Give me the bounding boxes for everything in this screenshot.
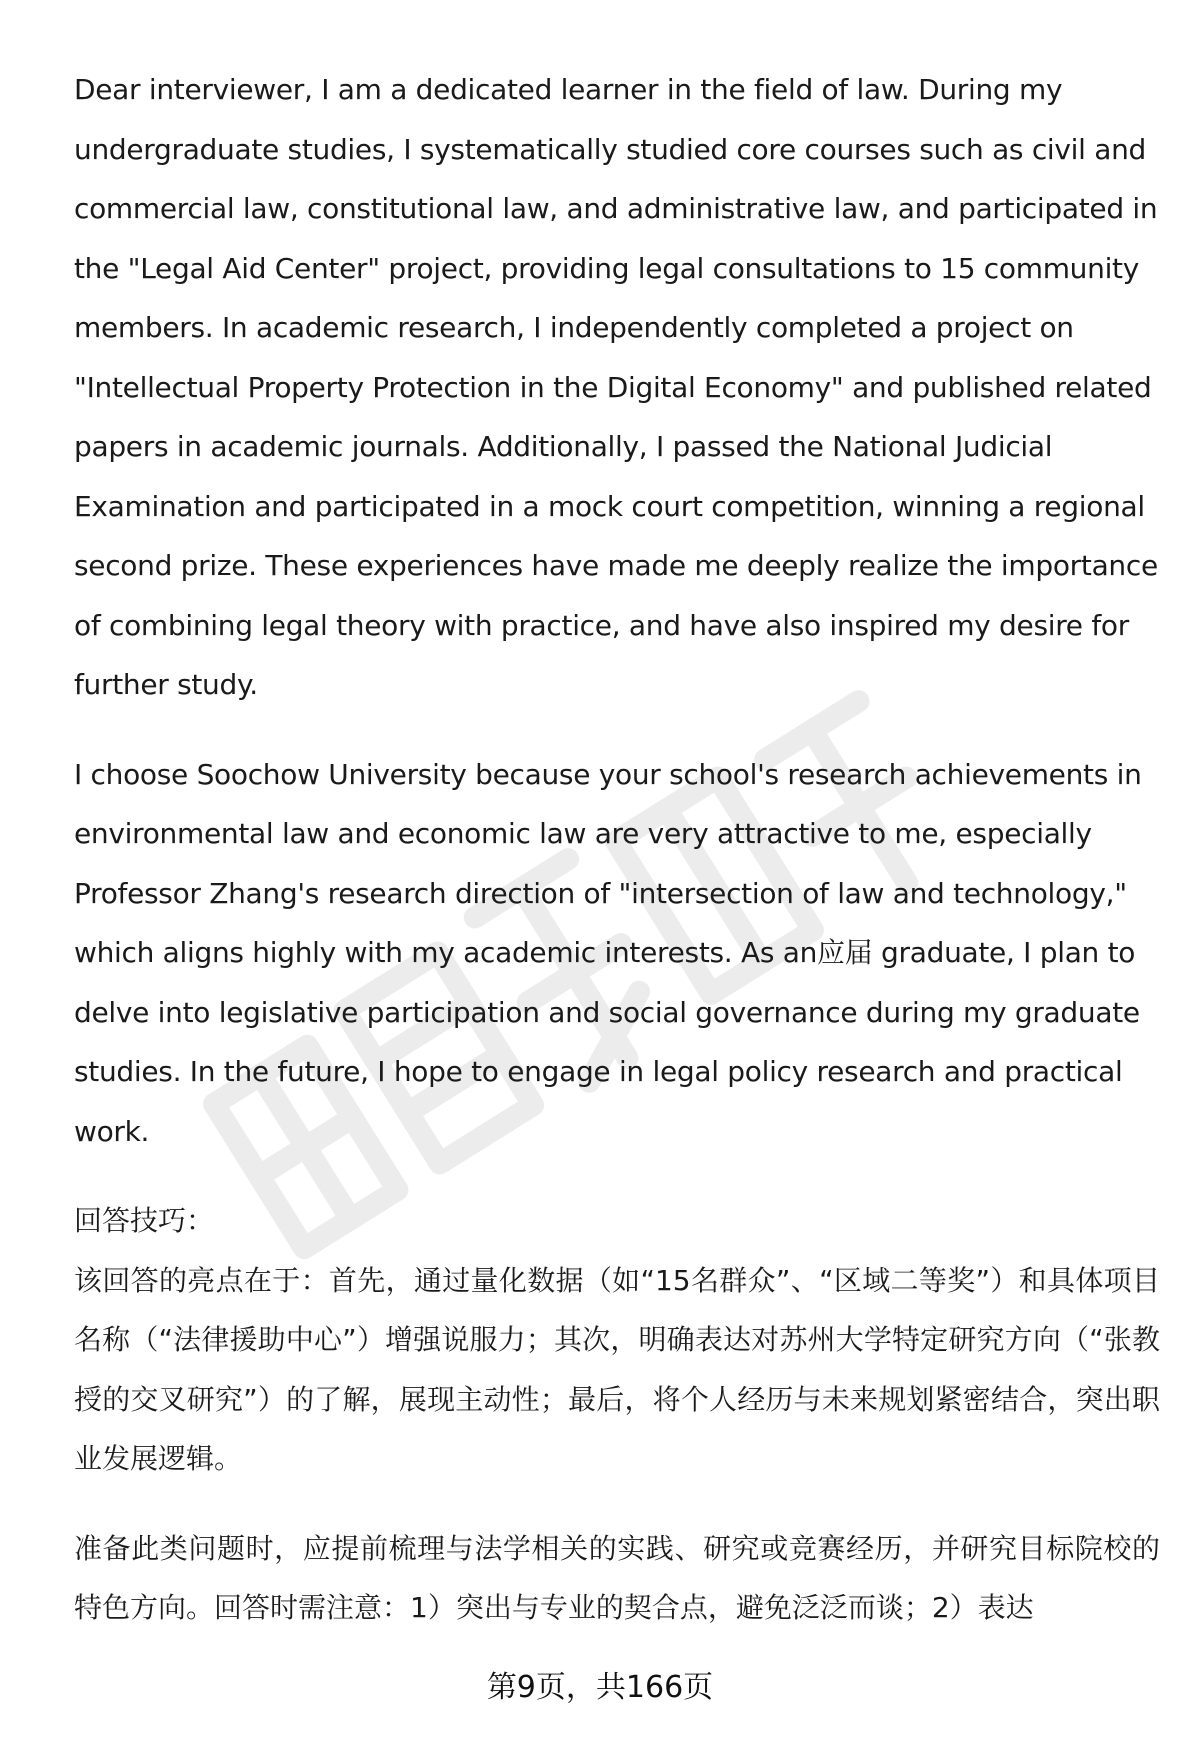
page-content xyxy=(74,60,1160,1638)
tips-preparation: 准备此类问题时，应提前梳理与法学相关的实践、研究或竞赛经历，并研究目标院校的特色方向。回答时需注意：1）突出与专业的契合点，避免泛泛而谈；2）表达 xyxy=(74,1531,1160,1624)
tips-heading: 回答技巧： xyxy=(74,1204,215,1237)
page-number: 第9页，共166页 xyxy=(486,1670,714,1705)
answer-paragraph-2: I choose Soochow University because your school's research achievements in environmental law and economic law are very attractive to me, especially Professor Zhang's research direction of "intersection of law and technology," which aligns highly with my academic interests. As an应届 graduate, I plan to delve into legislative participation and social governance during my graduate studies. In the future, I hope to engage in legal policy research and practical work. xyxy=(74,757,1142,1148)
tips-analysis: 该回答的亮点在于：首先，通过量化数据（如“15名群众”、“区域二等奖”）和具体项目名称（“法律援助中心”）增强说服力；其次，明确表达对苏州大学特定研究方向（“张教授的交叉研究”）的了解，展现主动性；最后，将个人经历与未来规划紧密结合，突出职业发展逻辑。 xyxy=(74,1263,1160,1475)
tips-section xyxy=(74,1191,1160,1489)
answer-paragraph-1: Dear interviewer, I am a dedicated learner in the field of law. During my undergraduate studies, I systematically studied core courses such as civil and commercial law, constitutional law, and administrative law, and participated in the "Legal Aid Center" project, providing legal consultations to 15 community members. In academic research, I independently completed a project on "Intellectual Property Protection in the Digital Economy" and published related papers in academic journals. Additionally, I passed the National Judicial Examination and participated in a mock court competition, winning a regional second prize. These experiences have made me deeply realize the importance of combining legal theory with practice, and have also inspired my desire for further study. xyxy=(74,73,1158,701)
